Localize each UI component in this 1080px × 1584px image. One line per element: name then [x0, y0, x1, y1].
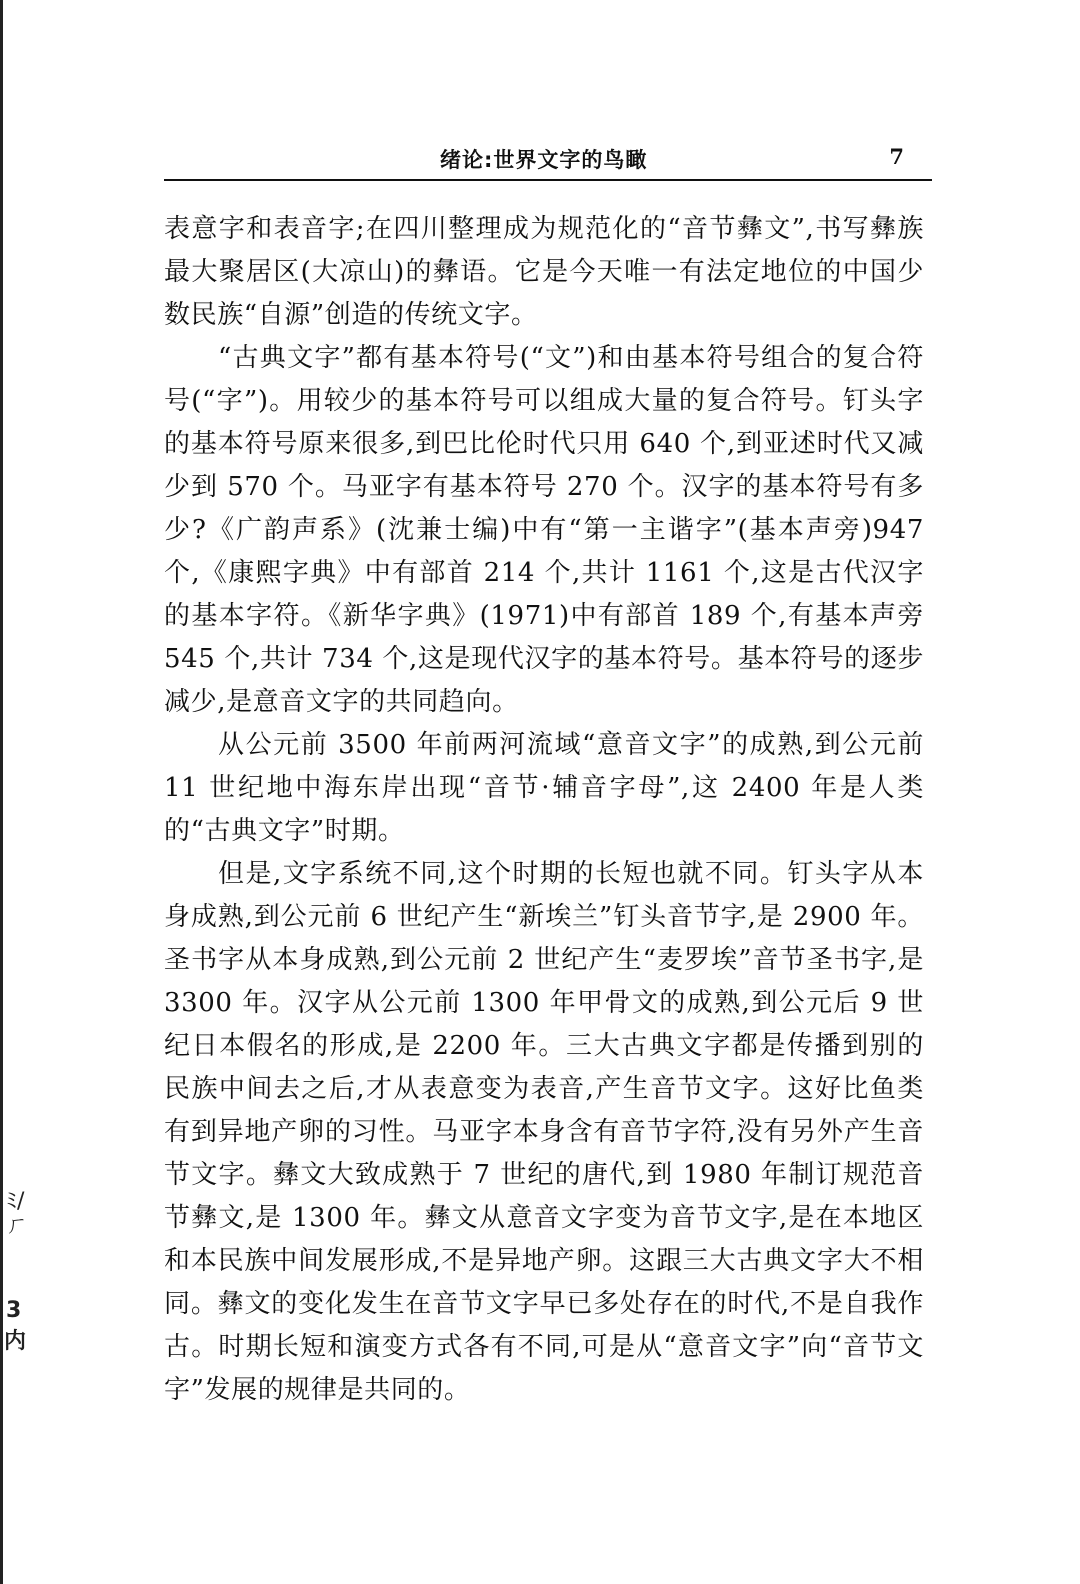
margin-char: 内	[4, 1329, 27, 1354]
body-text	[164, 208, 924, 1412]
handwritten-margin-note	[2, 1190, 42, 1390]
margin-mark: ﾐ/ㄏ	[6, 1189, 29, 1238]
paragraph-2: “古典文字”都有基本符号(“文”)和由基本符号组合的复合符号(“字”)。用较少的基本符号可以组成大量的复合符号。钉头字的基本符号原来很多,到巴比伦时代只用 640 个,到亚述时代又减少到 570 个。马亚字有基本符号 270 个。汉字的基本符号有多少?《广韵声系》(沈兼士编)中有“第一主谐字”(基本声旁)947 个,《康熙字典》中有部首 214 个,共计 1161 个,这是古代汉字的基本字符。《新华字典》(1971)中有部首 189 个,有基本声旁 545 个,共计 734 个,这是现代汉字的基本符号。基本符号的逐步减少,是意音文字的共同趋向。	[164, 343, 924, 717]
running-title: 绪论:世界文字的鸟瞰	[440, 148, 648, 172]
header-rule	[164, 179, 932, 181]
paragraph-1: 表意字和表音字;在四川整理成为规范化的“音节彝文”,书写彝族最大聚居区(大凉山)的彝语。它是今天唯一有法定地位的中国少数民族“自源”创造的传统文字。	[164, 214, 924, 330]
page-header	[164, 136, 932, 184]
page-number: 7	[889, 144, 904, 169]
paragraph-4: 但是,文字系统不同,这个时期的长短也就不同。钉头字从本身成熟,到公元前 6 世纪产生“新埃兰”钉头音节字,是 2900 年。圣书字从本身成熟,到公元前 2 世纪产生“麦罗埃”音节圣书字,是 3300 年。汉字从公元前 1300 年甲骨文的成熟,到公元后 9 世纪日本假名的形成,是 2200 年。三大古典文字都是传播到别的民族中间去之后,才从表意变为表音,产生音节文字。这好比鱼类有到异地产卵的习性。马亚字本身含有音节字符,没有另外产生音节文字。彝文大致成熟于 7 世纪的唐代,到 1980 年制订规范音节彝文,是 1300 年。彝文从意音文字变为音节文字,是在本地区和本民族中间发展形成,不是异地产卵。这跟三大古典文字大不相同。彝文的变化发生在音节文字早已多处存在的时代,不是自我作古。时期长短和演变方式各有不同,可是从“意音文字”向“音节文字”发展的规律是共同的。	[164, 859, 924, 1405]
margin-digit: 3	[6, 1298, 22, 1323]
paragraph-3: 从公元前 3500 年前两河流域“意音文字”的成熟,到公元前 11 世纪地中海东岸出现“音节·辅音字母”,这 2400 年是人类的“古典文字”时期。	[164, 730, 924, 846]
